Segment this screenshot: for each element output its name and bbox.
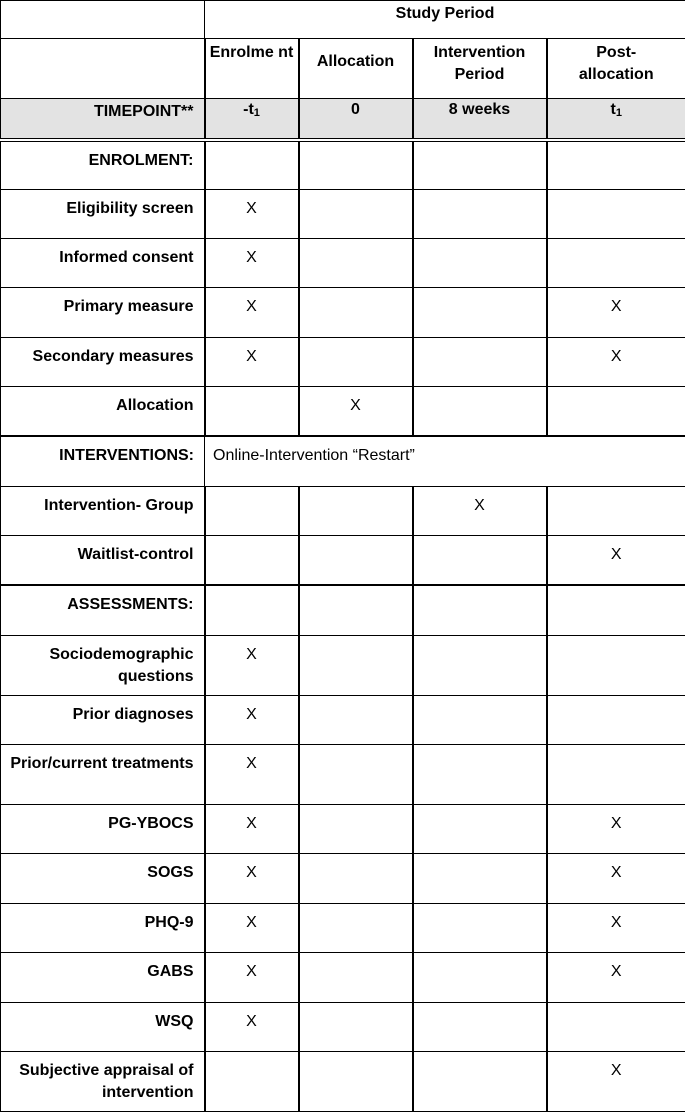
- empty-cell: [413, 903, 547, 952]
- empty-cell: [299, 695, 413, 744]
- row-label: Secondary measures: [1, 337, 205, 386]
- row-label: Prior/current treatments: [1, 744, 205, 804]
- empty-cell: [299, 853, 413, 903]
- row-allocation: [1, 386, 685, 436]
- mark-cell-x: X: [205, 635, 299, 695]
- row-wsq: [1, 1002, 685, 1051]
- section-interventions-row: [1, 436, 685, 486]
- empty-cell: [299, 1002, 413, 1051]
- row-label: GABS: [1, 952, 205, 1002]
- row-label: Informed consent: [1, 238, 205, 287]
- empty-cell: [299, 635, 413, 695]
- row-prior-diagnoses: [1, 695, 685, 744]
- empty-cell: [205, 386, 299, 436]
- mark-cell-x: X: [205, 337, 299, 386]
- row-gabs: [1, 952, 685, 1002]
- timepoint-subscript: 1: [253, 107, 260, 119]
- empty-cell: [547, 695, 685, 744]
- mark-cell-x: X: [205, 744, 299, 804]
- empty-cell: [413, 1051, 547, 1111]
- mark-cell-x: X: [205, 903, 299, 952]
- mark-cell-x: X: [547, 804, 685, 853]
- row-label: Eligibility screen: [1, 189, 205, 238]
- row-label: Primary measure: [1, 287, 205, 337]
- row-eligibility-screen: [1, 189, 685, 238]
- mark-cell-x: X: [547, 952, 685, 1002]
- empty-cell: [299, 238, 413, 287]
- empty-cell: [299, 287, 413, 337]
- empty-cell: [413, 535, 547, 585]
- empty-cell: [547, 744, 685, 804]
- mark-cell-x: X: [205, 952, 299, 1002]
- corner-cell: [1, 39, 205, 99]
- empty-cell: [413, 189, 547, 238]
- row-primary-measure: [1, 287, 685, 337]
- section-heading: ENROLMENT:: [1, 140, 205, 189]
- row-intervention-group: [1, 486, 685, 535]
- mark-cell-x: X: [205, 238, 299, 287]
- mark-cell-x: X: [547, 287, 685, 337]
- empty-cell: [413, 1002, 547, 1051]
- empty-cell: [413, 337, 547, 386]
- row-prior-treatments: [1, 744, 685, 804]
- section-heading: ASSESSMENTS:: [1, 585, 205, 635]
- empty-cell: [299, 804, 413, 853]
- row-label: Intervention- Group: [1, 486, 205, 535]
- mark-cell-x: X: [299, 386, 413, 436]
- mark-cell-x: X: [547, 1051, 685, 1111]
- timepoint-value: t: [610, 101, 616, 118]
- empty-cell: [547, 1002, 685, 1051]
- header-row-phases: [1, 39, 685, 99]
- row-label: WSQ: [1, 1002, 205, 1051]
- empty-cell: [413, 744, 547, 804]
- empty-cell: [547, 189, 685, 238]
- row-informed-consent: [1, 238, 685, 287]
- empty-cell: [205, 1051, 299, 1111]
- row-waitlist-control: [1, 535, 685, 585]
- empty-cell: [299, 486, 413, 535]
- mark-cell-x: X: [205, 287, 299, 337]
- timepoint-row: [1, 99, 685, 141]
- mark-cell-x: X: [547, 853, 685, 903]
- mark-cell-x: X: [205, 853, 299, 903]
- row-pg-ybocs: [1, 804, 685, 853]
- study-period-heading: Study Period: [205, 1, 685, 39]
- empty-cell: [299, 535, 413, 585]
- timepoint-post: [547, 99, 685, 141]
- timepoint-intervention: 8 weeks: [413, 99, 547, 141]
- empty-cell: [299, 189, 413, 238]
- row-sogs: [1, 853, 685, 903]
- empty-cell: [205, 486, 299, 535]
- row-label: Prior diagnoses: [1, 695, 205, 744]
- header-row-study-period: [1, 1, 685, 39]
- section-heading: INTERVENTIONS:: [1, 436, 205, 486]
- col-header-intervention-period: Intervention Period: [413, 39, 547, 99]
- empty-cell: [205, 535, 299, 585]
- empty-cell: [413, 695, 547, 744]
- mark-cell-x: X: [547, 337, 685, 386]
- empty-cell: [413, 804, 547, 853]
- timepoint-label: TIMEPOINT**: [1, 99, 205, 141]
- interventions-description: Online-Intervention “Restart”: [205, 436, 685, 486]
- empty-cell: [547, 386, 685, 436]
- col-header-post-allocation: Post-allocation: [547, 39, 685, 99]
- empty-cell: [299, 903, 413, 952]
- empty-cell: [413, 287, 547, 337]
- empty-cell: [299, 337, 413, 386]
- timepoint-allocation: 0: [299, 99, 413, 141]
- row-subjective-appraisal: [1, 1051, 685, 1111]
- row-label: Subjective appraisal of intervention: [1, 1051, 205, 1111]
- mark-cell-x: X: [205, 1002, 299, 1051]
- row-sociodemographic: [1, 635, 685, 695]
- row-label: PHQ-9: [1, 903, 205, 952]
- empty-cell: [299, 1051, 413, 1111]
- empty-cell: [413, 853, 547, 903]
- mark-cell-x: X: [205, 804, 299, 853]
- row-label: SOGS: [1, 853, 205, 903]
- mark-cell-x: X: [413, 486, 547, 535]
- col-header-enrolment: Enrolme nt: [205, 39, 299, 99]
- empty-cell: [413, 386, 547, 436]
- mark-cell-x: X: [547, 535, 685, 585]
- mark-cell-x: X: [205, 695, 299, 744]
- empty-cell: [299, 952, 413, 1002]
- section-enrolment-row: [1, 140, 685, 189]
- empty-cell: [547, 635, 685, 695]
- empty-cell: [299, 744, 413, 804]
- row-secondary-measures: [1, 337, 685, 386]
- empty-cell: [413, 952, 547, 1002]
- empty-cell: [547, 238, 685, 287]
- row-phq-9: [1, 903, 685, 952]
- row-label: Waitlist-control: [1, 535, 205, 585]
- section-assessments-row: [1, 585, 685, 635]
- timepoint-value: -t: [243, 101, 254, 118]
- row-label: Sociodemographic questions: [1, 635, 205, 695]
- mark-cell-x: X: [547, 903, 685, 952]
- empty-cell: [547, 486, 685, 535]
- timepoint-enrolment: [205, 99, 299, 141]
- timepoint-subscript: 1: [615, 107, 622, 119]
- row-label: PG-YBOCS: [1, 804, 205, 853]
- col-header-allocation: Allocation: [299, 39, 413, 99]
- row-label: Allocation: [1, 386, 205, 436]
- mark-cell-x: X: [205, 189, 299, 238]
- corner-cell: [1, 1, 205, 39]
- empty-cell: [413, 635, 547, 695]
- empty-cell: [413, 238, 547, 287]
